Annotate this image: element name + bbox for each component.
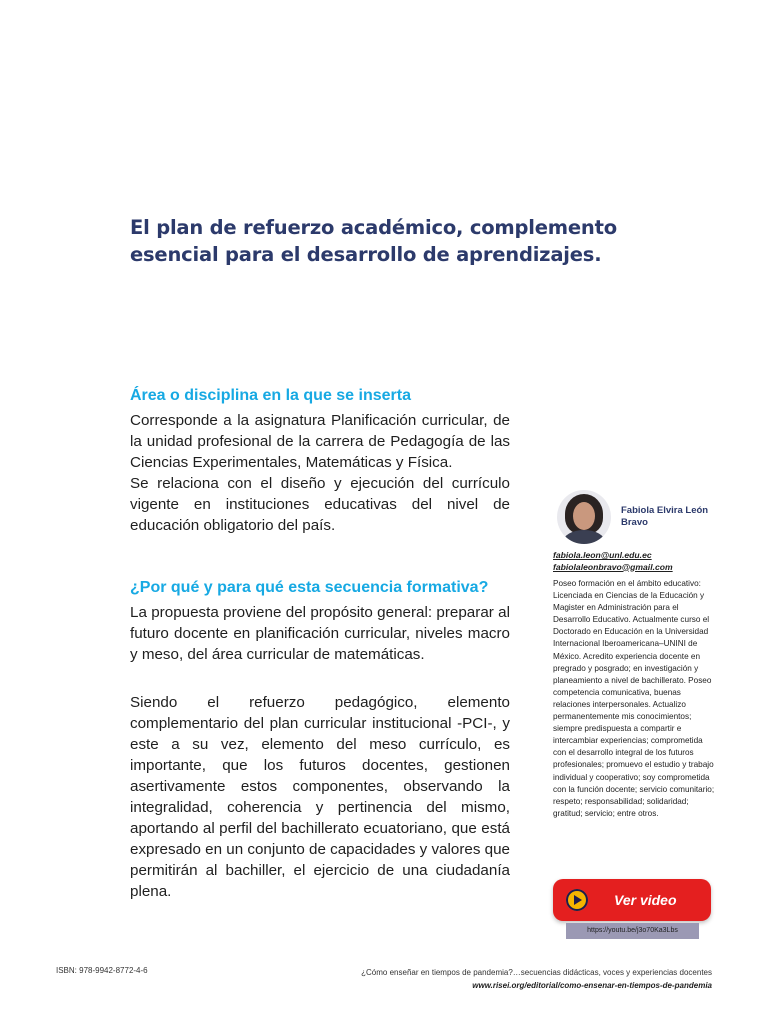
email-link-1[interactable]: fabiola.leon@unl.edu.ec	[553, 550, 652, 560]
footer-url-link[interactable]: www.risei.org/editorial/como-ensenar-en-tiempos-de-pandemia	[472, 981, 712, 990]
paragraph: La propuesta proviene del propósito general: preparar al futuro docente en planificación curricular, niveles macro y meso, del área curricular de matemáticas.	[130, 604, 510, 663]
paragraph: Se relaciona con el diseño y ejecución del currículo vigente en instituciones educativas del nivel de educación obligatorio del país.	[130, 475, 510, 534]
avatar	[557, 490, 611, 544]
title-line-2: esencial para el desarrollo de aprendizajes.	[130, 243, 602, 266]
section-por-que	[130, 578, 510, 902]
author-name: Fabiola Elvira León Bravo	[621, 505, 709, 528]
section-heading: Área o disciplina en la que se inserta	[130, 387, 411, 404]
section-heading: ¿Por qué y para qué esta secuencia formativa?	[130, 579, 489, 596]
video-label: Ver video	[614, 892, 677, 908]
author-emails	[553, 550, 713, 573]
footer-isbn: ISBN: 978-9942-8772-4-6	[56, 966, 148, 975]
section-area-disciplina	[130, 386, 510, 536]
article-title	[130, 214, 690, 268]
author-sidebar	[553, 490, 713, 820]
title-line-1: El plan de refuerzo académico, complemento	[130, 216, 617, 239]
author-header	[553, 490, 713, 544]
author-bio: Poseo formación en el ámbito educativo: Licenciada en Ciencias de la Educación y Magister en Administración para el Desarrollo Educativo. Actualmente curso el Doctorado en Educación en la Universidad Internacional Iberoamericana–UNINI de México. Acredito experiencia docente en pregrado y posgrado; en investigación y planeamiento a nivel de bachillerato. Poseo competencia comunicativa, buenas relaciones interpersonales. Actualizo permanentemente mis conocimientos; siempre predispuesta a compartir e intercambiar experiencias; comprometida con el desarrollo integral de los futuros profesionales; promuevo el estudio y trabajo individual y cooperativo; soy comprometida con la función docente; servicio comunitario; respeto; responsabilidad; solidaridad; gratitud; servicio; entre otros.	[553, 579, 715, 818]
video-url-link[interactable]: https://youtu.be/j3o70Ka3Lbs	[566, 923, 699, 939]
watch-video-button[interactable]	[553, 879, 711, 921]
play-icon	[566, 889, 588, 911]
book-title: ¿Cómo enseñar en tiempos de pandemia?…secuencias didácticas, voces y experiencias docentes	[361, 968, 712, 977]
paragraph: Siendo el refuerzo pedagógico, elemento complementario del plan curricular institucional -PCI-, y este a su vez, elemento del meso currículo, es importante, que los futuros docentes, gestionen asertivamente estos componentes, observando la integralidad, coherencia y pertinencia del mismo, aportando al perfil del bachillerato ecuatoriano, que está expresado en un conjunto de capacidades y valores que permitirán al bachiller, el ejercicio de una ciudadanía plena.	[130, 694, 510, 900]
footer-right	[361, 966, 712, 992]
paragraph: Corresponde a la asignatura Planificación curricular, de la unidad profesional de la carrera de Pedagogía de las Ciencias Experimentales, Matemáticas y Física.	[130, 412, 510, 471]
email-link-2[interactable]: fabiolaleonbravo@gmail.com	[553, 561, 673, 572]
